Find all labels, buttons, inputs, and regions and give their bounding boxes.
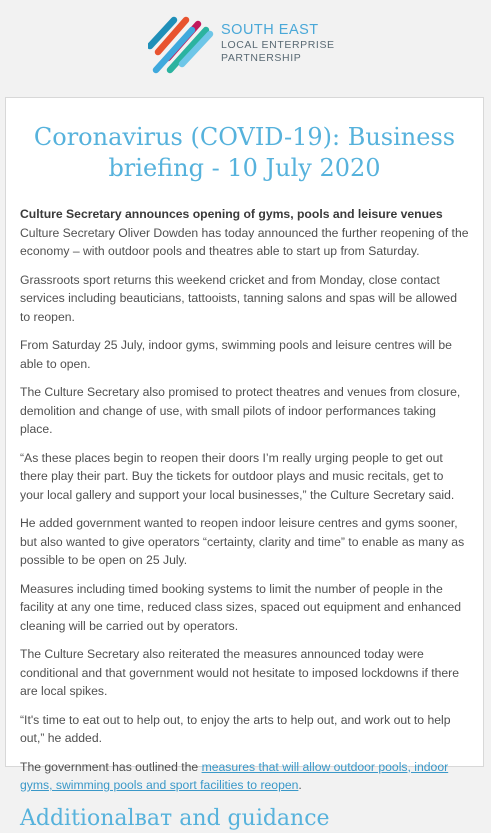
logo-line-3: PARTNERSHIP — [221, 51, 302, 64]
paragraph-1-text: Culture Secretary Oliver Dowden has today announced the further reopening of the economy – with outdoor pools and theatres able to start up from Saturday. — [20, 225, 469, 258]
paragraph-5: “As these places begin to reopen their doors I’m really urging people to get out there play their part. Buy the tickets for outdoor plays and music recitals, get to your local gallery and support your local businesses,” the Culture Secretary said. — [20, 450, 455, 502]
paragraph-10 — [20, 758, 469, 795]
paragraph-4: The Culture Secretary also promised to protect theatres and venues from closure, demolition and change of use, with small pilots of indoor performances taking place. — [20, 385, 461, 436]
paragraph-10-end: . — [298, 778, 302, 792]
paragraph-7: Measures including timed booking systems to limit the number of people in the facility at any one time, reduced class sizes, spaced out equipment and enhanced cleaning will be carried out by operators. — [20, 581, 462, 633]
selep-logo[interactable] — [148, 12, 335, 76]
measures-link[interactable]: measures that will allow outdoor pools, indoor gyms, swimming pools and sport facilities to reopen — [20, 759, 449, 792]
page-title: Coronavirus (COVID-19): Business briefing - 10 July 2020 — [33, 123, 456, 182]
logo-text — [221, 22, 335, 65]
paragraph-8: The Culture Secretary also reiterated the measures announced today were conditional and that government would not hesitate to imposed lockdowns if there are local spikes. — [20, 647, 460, 698]
section-subheading: Additionalват and guidance — [20, 805, 330, 831]
paragraph-10-text: The government has outlined the — [20, 759, 202, 774]
article-body — [20, 205, 469, 795]
logo-line-1: SOUTH EAST — [221, 21, 319, 38]
lead-heading: Culture Secretary announces opening of gyms, pools and leisure venues — [20, 207, 443, 221]
paragraph-3: From Saturday 25 July, indoor gyms, swimming pools and leisure centres will be able to open. — [20, 338, 452, 371]
header — [0, 0, 491, 97]
paragraph-1 — [20, 205, 469, 261]
paragraph-9: “It's time to eat out to help out, to enjoy the arts to help out, and work out to help out,” he added. — [20, 712, 451, 745]
logo-line-2: LOCAL ENTERPRISE — [221, 38, 335, 51]
paragraph-6: He added government wanted to reopen indoor leisure centres and gyms sooner, but also wanted to give operators “certainty, clarity and time” to enable as many as possible to be open on 25 July. — [20, 516, 465, 567]
logo-stripes-icon — [148, 12, 216, 76]
paragraph-2: Grassroots sport returns this weekend cricket and from Monday, close contact services including beauticians, tattooists, tanning salons and spas will be allowed to reopen. — [20, 272, 457, 324]
briefing-card — [5, 97, 484, 831]
